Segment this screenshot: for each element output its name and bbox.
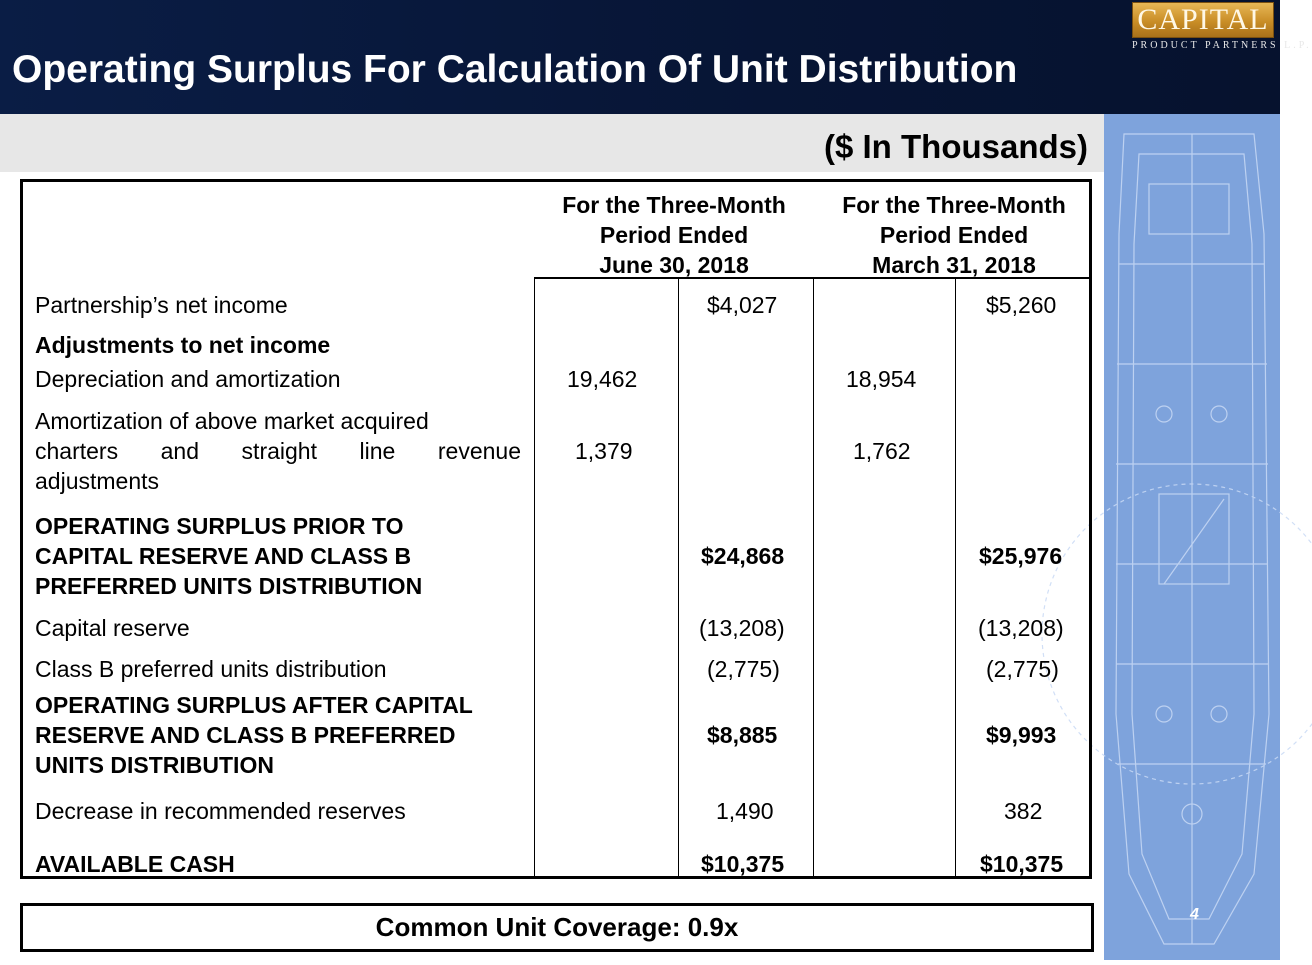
row-os-prior-line1: OPERATING SURPLUS PRIOR TO [35,513,404,539]
page-number: 4 [1190,906,1199,923]
row-available-cash-q2: $10,375 [701,851,785,877]
common-unit-coverage-box [20,903,1094,952]
row-decrease-reserves-label: Decrease in recommended reserves [35,798,406,824]
logo-tagline: PRODUCT PARTNERS L.P. [1132,40,1312,51]
row-os-prior-q2: $24,868 [701,543,785,569]
units-note: ($ In Thousands) [824,128,1088,165]
row-capital-reserve-label: Capital reserve [35,615,190,641]
row-decrease-reserves-q2: 1,490 [716,798,774,824]
row-class-b-q1: (2,775) [986,656,1059,682]
row-os-after-q2: $8,885 [707,722,778,748]
row-decrease-reserves-q1: 382 [1004,798,1043,824]
row-depreciation-label: Depreciation and amortization [35,366,341,392]
col-header-q2-line3: June 30, 2018 [599,252,749,278]
row-net-income-q1: $5,260 [986,292,1057,318]
row-amortization-line3: adjustments [35,468,160,494]
ship-blueprint-icon [1104,114,1280,960]
row-net-income-label: Partnership’s net income [35,292,288,318]
col-header-q1-line3: March 31, 2018 [872,252,1036,278]
company-logo [1132,2,1312,52]
col-sep-2 [678,278,679,876]
row-net-income-q2: $4,027 [707,292,778,318]
row-amortization-line2: charters and straight line revenue [35,438,521,464]
row-available-cash-label: AVAILABLE CASH [35,851,235,877]
row-depreciation-q1: 18,954 [846,366,917,392]
col-header-q2 [534,190,814,280]
row-capital-reserve-q2: (13,208) [699,615,785,641]
row-class-b-label: Class B preferred units distribution [35,656,387,682]
row-available-cash-q1: $10,375 [980,851,1064,877]
row-os-prior-line3: PREFERRED UNITS DISTRIBUTION [35,573,423,599]
col-sep-4 [955,278,956,876]
row-amortization-q1: 1,762 [853,438,911,464]
slide-title: Operating Surplus For Calculation Of Unit Distribution [12,48,1018,91]
row-os-prior-q1: $25,976 [979,543,1063,569]
row-os-after-line3: UNITS DISTRIBUTION [35,752,274,778]
row-os-after-line2: RESERVE AND CLASS B PREFERRED [35,722,456,748]
row-class-b-q2: (2,775) [707,656,780,682]
col-header-q2-line2: Period Ended [599,222,749,248]
logo-plate: CAPITAL [1132,2,1274,38]
row-depreciation-q2: 19,462 [567,366,638,392]
row-os-after-line1: OPERATING SURPLUS AFTER CAPITAL [35,692,473,718]
row-adjustments-label: Adjustments to net income [35,332,331,358]
col-header-q1-line1: For the Three-Month [842,192,1066,218]
row-amortization-q2: 1,379 [575,438,633,464]
row-os-after-q1: $9,993 [986,722,1057,748]
col-sep-1 [534,278,535,876]
slide-header [0,0,1312,114]
ship-blueprint-panel [1104,114,1280,960]
col-header-q1 [814,190,1094,280]
row-capital-reserve-q1: (13,208) [978,615,1064,641]
row-amortization-line1: Amortization of above market acquired [35,408,429,434]
col-sep-3 [813,278,814,876]
common-unit-coverage-text: Common Unit Coverage: 0.9x [375,912,739,942]
col-header-q2-line1: For the Three-Month [562,192,786,218]
col-header-q1-line2: Period Ended [879,222,1029,248]
operating-surplus-table [20,179,1092,879]
row-os-prior-line2: CAPITAL RESERVE AND CLASS B [35,543,412,569]
